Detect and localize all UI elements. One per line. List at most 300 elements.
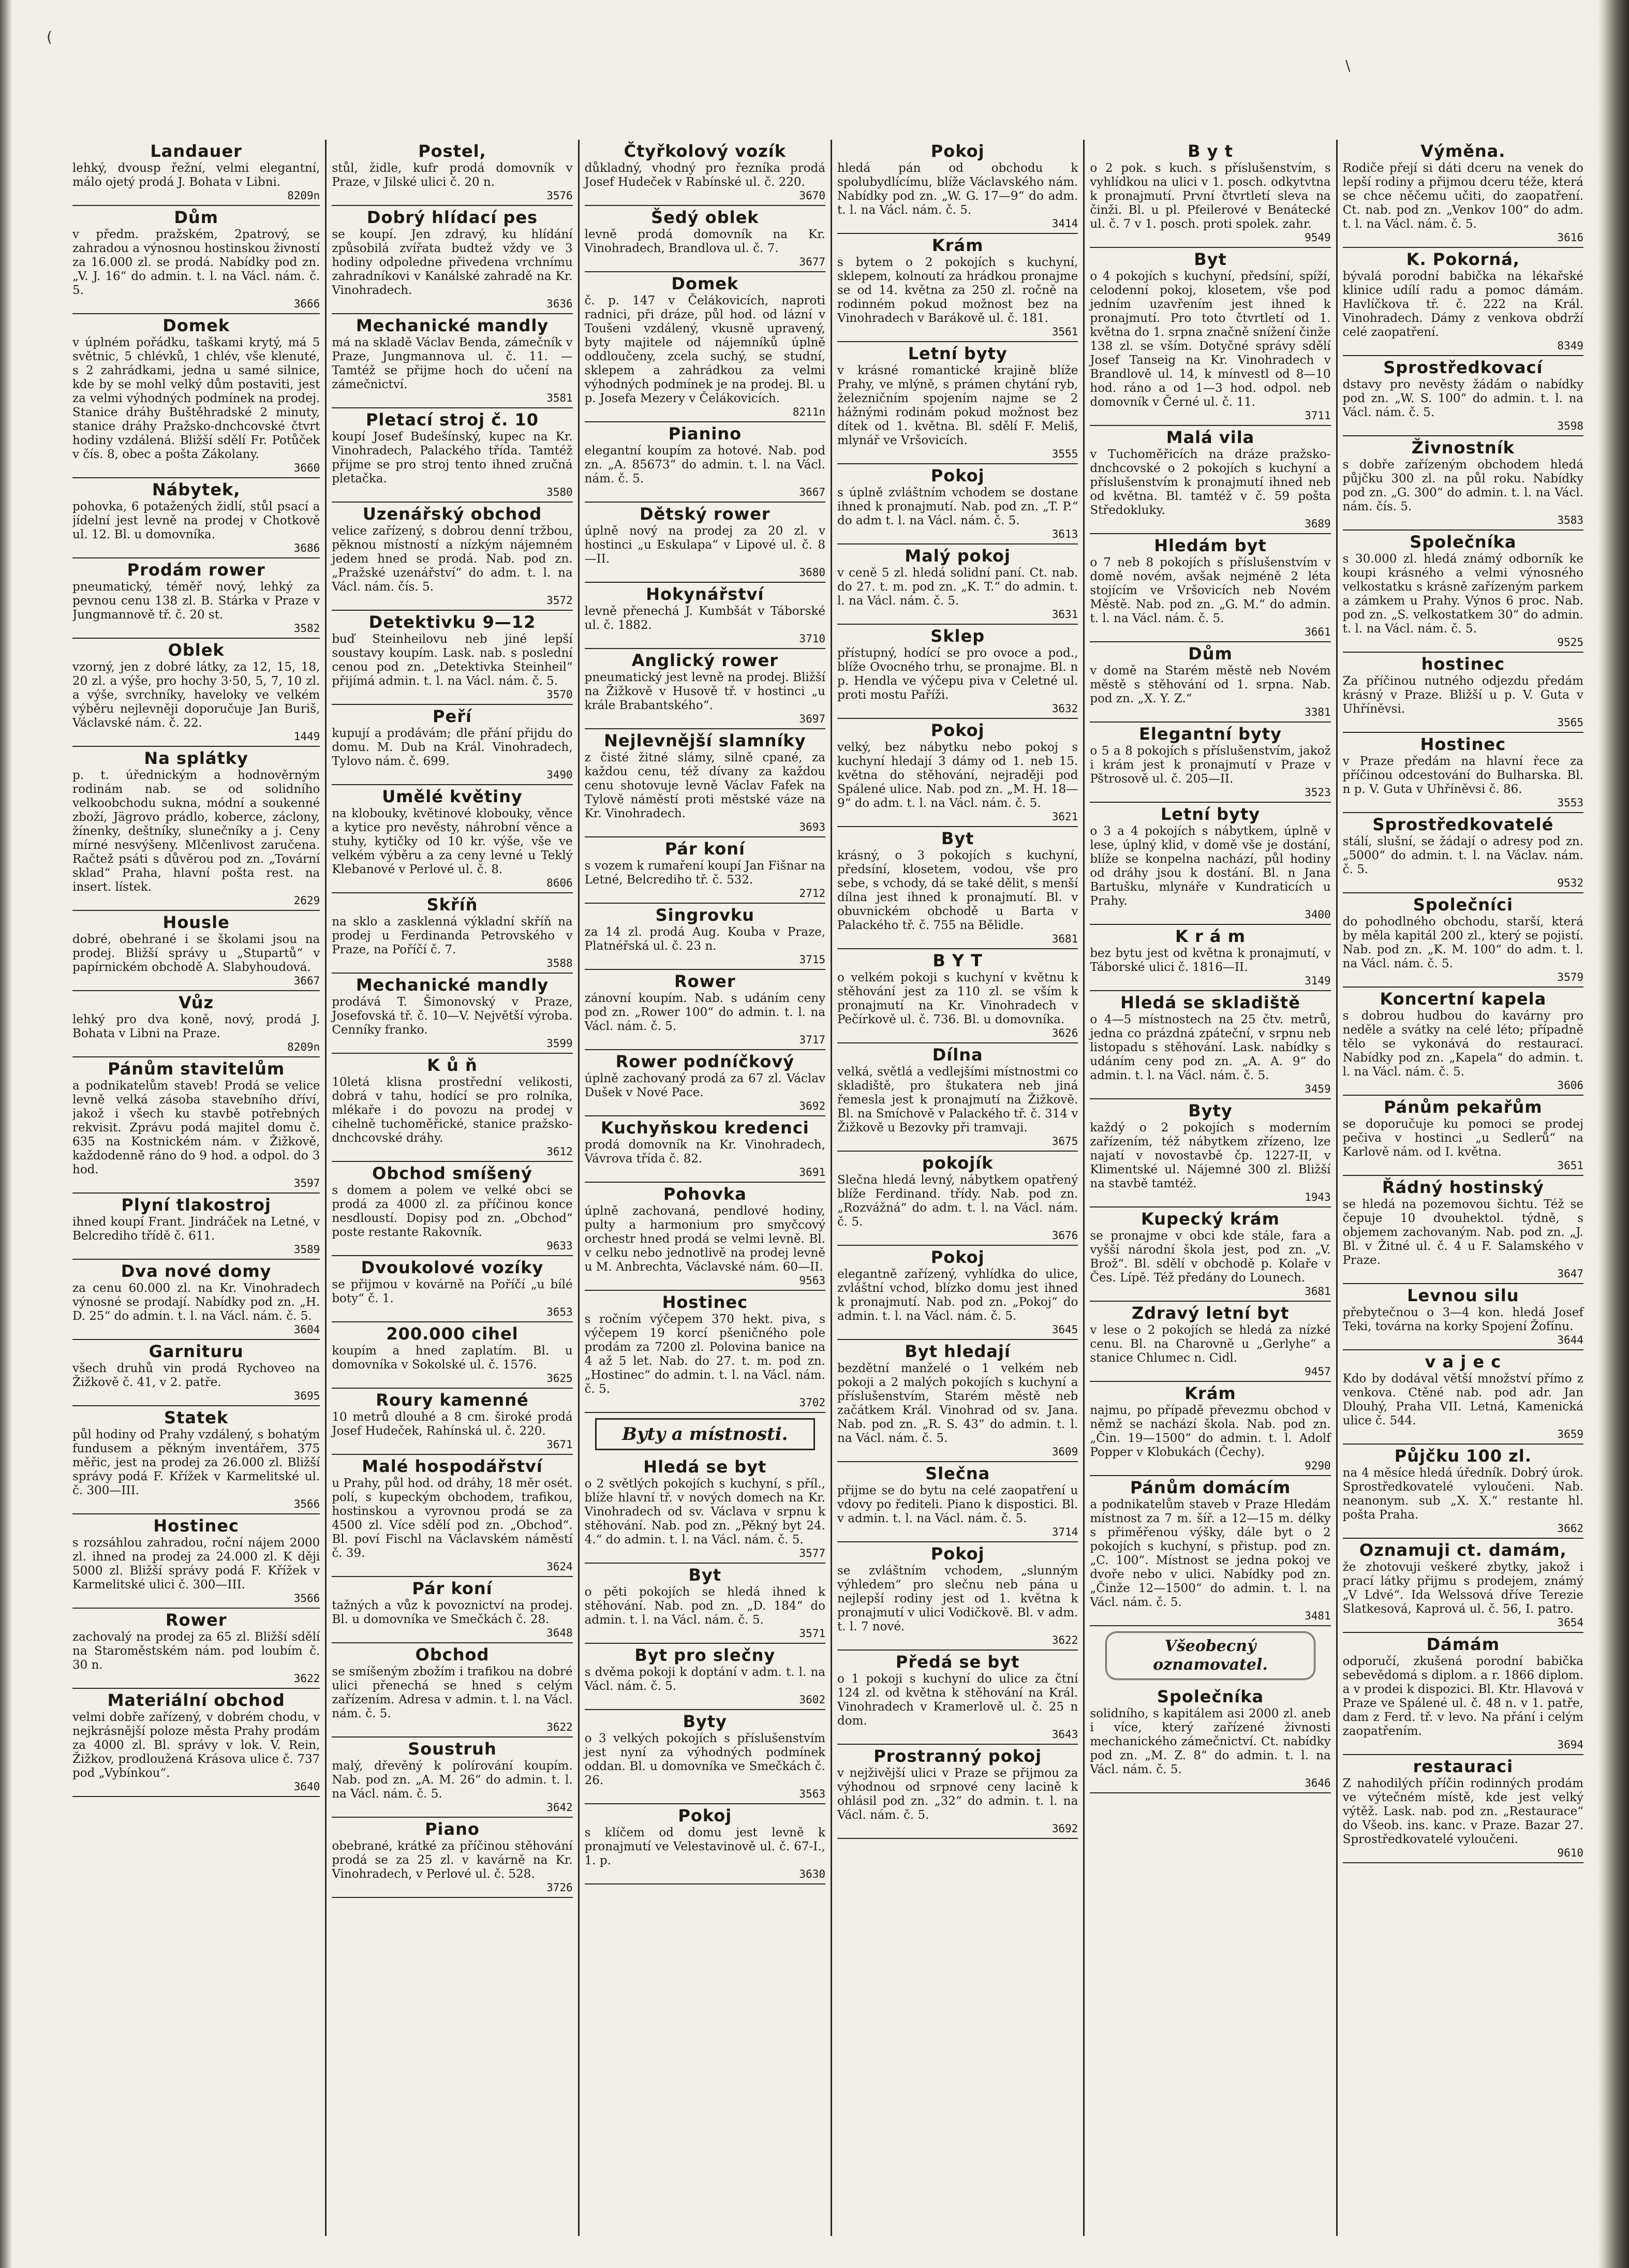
ad-headline: hostinec xyxy=(1421,654,1505,674)
ad-headline: Peří xyxy=(433,706,472,726)
ad-headline: Šedý oblek xyxy=(651,208,759,227)
ad-text: v ceně 5 zl. hledá solidní paní. Ct. nab. do 27. t. m. pod zn. „K. T.“ do admin. t. l. na Václ. nám. č. 5. xyxy=(837,566,1078,608)
ad-reference-number: 8209n xyxy=(287,1041,320,1053)
ad-reference-number: 3566 xyxy=(293,1592,320,1604)
classified-ad xyxy=(837,140,1078,234)
ad-text: prodá domovník na Kr. Vinohradech, Vávrova třída č. 82. xyxy=(584,1138,825,1166)
ad-text: úplně zachovaná, pendlové hodiny, pulty a harmonium pro smyčcový orchestr hned prodá se velmi levně. Bl. v celku nebo jednotlivě na prodej levně u M. Anbrechta, Václavské nám. 60—II. xyxy=(584,1204,825,1274)
classified-ad xyxy=(837,1542,1078,1651)
classified-ad xyxy=(585,729,825,837)
ad-reference-number: 3612 xyxy=(546,1145,573,1158)
classified-ad xyxy=(72,1260,320,1340)
ad-text: o 2 světlých pokojích s kuchyní, s příl., blíže hlavní tř. v nových domech na Kr. Vinohradech od sv. Václava v srpnu k stěhování. Nab. pod zn. „Pěkný byt 24. 4.“ do admin. t. l. na Václ. nám. č. 5. xyxy=(584,1477,825,1547)
ad-reference-number: 3414 xyxy=(1052,217,1078,230)
ad-reference-number: 3645 xyxy=(1052,1323,1078,1336)
ad-reference-number: 3555 xyxy=(1052,448,1078,460)
classified-ad xyxy=(332,1054,572,1162)
ad-reference-number: 9563 xyxy=(799,1274,825,1287)
classified-ad xyxy=(1343,988,1583,1096)
classified-ad xyxy=(585,1291,825,1413)
ad-headline: Sklep xyxy=(930,626,985,646)
ad-text: že zhotovuji veškeré zbytky, jakož i prací látky přijmu s prodejem, známý „V Ldvé“. Ida Welssová dříve Terezie Slatkesová, Kaprová ul. č. 56, I. patro. xyxy=(1342,1560,1583,1616)
ad-reference-number: 3571 xyxy=(799,1627,825,1640)
ad-reference-number: 3680 xyxy=(799,566,825,579)
ad-reference-number: 3609 xyxy=(1052,1446,1078,1458)
section-banner: Byty a místnosti. xyxy=(595,1418,815,1450)
classified-ad xyxy=(1090,642,1330,723)
column-3 xyxy=(578,140,831,2236)
ad-reference-number: 3692 xyxy=(1052,1822,1078,1835)
ad-reference-number: 3400 xyxy=(1305,908,1331,921)
ad-reference-number: 3616 xyxy=(1557,231,1583,244)
ad-headline: Mechanické mandly xyxy=(356,316,549,335)
ad-reference-number: 3715 xyxy=(799,953,825,966)
ad-reference-number: 3644 xyxy=(1557,1334,1583,1346)
ad-text: s dobře zařízeným obchodem hledá půjčku 300 zl. na půl roku. Nabídky pod zn. „G. 300“ do admin. t. l. na Václ. nám. čís. 5. xyxy=(1342,458,1583,513)
ad-reference-number: 3553 xyxy=(1557,797,1583,809)
ad-reference-number: 3670 xyxy=(799,189,825,202)
classified-ad xyxy=(585,503,825,583)
ad-reference-number: 3597 xyxy=(293,1177,320,1189)
ad-text: elegantně zařízený, vyhlídka do ulice, zvláštní vchod, blízko domu jest ihned k pronajmutí. Nab. pod zn. „Pokoj“ do admin. t. l. na Václ. nám. č. 5. xyxy=(837,1268,1078,1323)
ad-headline: Prostranný pokoj xyxy=(873,1746,1042,1766)
classified-ad xyxy=(585,140,825,206)
ad-headline: Hostinec xyxy=(1420,734,1506,754)
ad-headline: Levnou silu xyxy=(1407,1286,1519,1305)
ad-reference-number: 3640 xyxy=(293,1780,320,1793)
ad-headline: Vůz xyxy=(179,993,214,1012)
ad-text: o 2 pok. s kuch. s příslušenstvím, s vyhlídkou na ulici v 1. posch. odkytvtna k pronajmutí. První čtvrtletí sleva na činži. Bl. u pl. Pfeilerové v Benátecké ul. č. 7 v 1. posch. proti spolek. zahr. xyxy=(1090,161,1331,231)
classified-ad xyxy=(585,1644,825,1710)
ad-reference-number: 3659 xyxy=(1557,1428,1583,1440)
column-5 xyxy=(1083,140,1336,2236)
ad-headline: 200.000 cihel xyxy=(386,1324,519,1344)
ad-text: se doporučuje ku pomoci se prodej pečiva v hostinci „u Sedlerů“ na Karlově nám. od I. května. xyxy=(1342,1117,1583,1159)
ad-reference-number: 3577 xyxy=(799,1547,825,1559)
classified-ad xyxy=(332,1643,572,1737)
ad-reference-number: 9549 xyxy=(1305,231,1331,244)
ad-reference-number: 3702 xyxy=(799,1396,825,1409)
ad-text: půl hodiny od Prahy vzdálený, s bohatým fundusem a pěkným inventářem, 375 měřic, jest na prodej za 26.000 zl. Bližší správy podá F. Křížek v Karmelitské ul. č. 300—III. xyxy=(72,1428,320,1497)
ad-text: o 3 a 4 pokojích s nábytkem, úplně v lese, úplný klid, v domě vše je dostání, blíže se konpelna nachází, půl hodiny od dráhy jsou k dostání. Bl. n Jana Bartušku, mlynáře v Kundraticích u Prahy. xyxy=(1090,824,1331,908)
ad-text: úplně nový na prodej za 20 zl. v hostinci „u Eskulapa“ v Lipové ul. č. 8—II. xyxy=(584,524,825,566)
classified-ad xyxy=(837,625,1078,719)
classified-ad xyxy=(1343,1539,1583,1633)
ad-reference-number: 3459 xyxy=(1305,1083,1331,1095)
classified-ad xyxy=(72,1609,320,1689)
ad-headline: Soustruh xyxy=(408,1739,497,1759)
ad-text: přebytečnou o 3—4 kon. hledá Josef Teki, továrna na korky Spojení Žofínu. xyxy=(1342,1306,1583,1333)
ad-text: s rozsáhlou zahradou, roční nájem 2000 zl. ihned na prodej za 24.000 zl. K ději 5000 zl. Bližší správy podá F. Křížek v Karmelitské ulici č. 300—III. xyxy=(72,1536,320,1592)
ad-reference-number: 3632 xyxy=(1052,702,1078,715)
ad-headline: Malý pokoj xyxy=(905,546,1011,566)
ad-headline: Postel, xyxy=(418,141,486,161)
classified-ad xyxy=(837,1745,1078,1839)
ad-reference-number: 1943 xyxy=(1305,1191,1331,1203)
ad-headline: pokojík xyxy=(922,1153,994,1173)
ad-text: stůl, židle, kufr prodá domovník v Praze, v Jilské ulici č. 20 n. xyxy=(332,161,573,189)
ad-headline: Singrovku xyxy=(655,905,755,925)
ad-headline: Anglický rower xyxy=(631,651,779,670)
ad-text: na klobouky, květinové klobouky, věnce a kytice pro nevěsty, náhrobní věnce a stuhy, kytičky od 10 kr. výše, vše ve velkém výběru a za ceny levné u Teklý Klebanové v Perlové ul. č. 8. xyxy=(332,807,573,876)
ad-text: velká, světlá a vedlejšími místnostmi co skladiště, pro štukatera neb jiná řemesla jest k pronajmutí na Žižkově. Bl. na Smíchově v Palackého tř. č. 314 v Žižkově u Bezovky při tramvaji. xyxy=(837,1065,1078,1135)
margin-mark-left: ( xyxy=(47,28,52,46)
ad-text: v Praze předám na hlavní řece za příčinou odcestování do Bulharska. Bl. n p. V. Guta v Uhříněvsi č. 86. xyxy=(1342,755,1583,796)
ad-text: buď Steinheilovu neb jiné lepší soustavy koupím. Lask. nab. s poslední cenou pod zn. „Detektivka Steinheil“ přijímá admin. t. l. na Václ. nám. č. 5. xyxy=(332,632,573,688)
ad-reference-number: 3642 xyxy=(546,1801,573,1814)
classified-ad xyxy=(1343,1176,1583,1284)
ad-headline: Pár koní xyxy=(664,839,745,859)
page-edge-right xyxy=(1598,0,1629,2268)
ad-headline: Plyní tlakostroj xyxy=(121,1195,271,1215)
ad-text: se smíšeným zbožím i trafikou na dobré ulici přenechá se hned s celým zařízením. Adresa v admin. t. l. na Václ. nám. č. 5. xyxy=(332,1665,573,1720)
classified-ad xyxy=(1090,1685,1330,1793)
classified-ad xyxy=(585,1455,825,1564)
ad-headline: Byty xyxy=(1188,1101,1233,1121)
ad-reference-number: 3671 xyxy=(546,1438,573,1451)
ad-reference-number: 3653 xyxy=(546,1306,573,1318)
ad-text: č. p. 147 v Čelákovicích, naproti radnici, při dráze, půl hod. od lázní v Toušeni vzdálený, vkusně upravený, byty majitele od nájemníků úplně oddloučeny, zcela suchý, se studní, sklepem a zahrádkou za velmi výhodných podmínek je na prodej. Bl. u p. Josefa Mezery v Čelákovicích. xyxy=(584,294,825,405)
classified-ad xyxy=(332,206,572,314)
ad-text: přístupný, hodící se pro ovoce a pod., blíže Ovocného trhu, se pronajme. Bl. n p. Hendla ve výčepu piva v Celetné ul. proti mostu Paříži. xyxy=(837,646,1078,702)
ad-reference-number: 3570 xyxy=(546,688,573,701)
ad-text: obebrané, krátké za příčinou stěhování prodá se za 25 zl. v kavárně na Kr. Vinohradech, v Perlové ul. č. 528. xyxy=(332,1839,573,1881)
classified-ad xyxy=(585,1183,825,1291)
ad-text: se pronajme v obci kde stále, fara a vyšší národní škola jest, pod zn. „V. Brož“. Bl. sdělí v obchodě p. Kolaře v Čes. Lípě. Též předány do Lounech. xyxy=(1090,1229,1331,1285)
classified-ad xyxy=(1343,1445,1583,1539)
classified-ad xyxy=(1090,1302,1330,1382)
ad-headline: Prodám rower xyxy=(127,560,265,580)
ad-reference-number: 3381 xyxy=(1305,706,1331,718)
ad-headline: B y t xyxy=(1188,141,1233,161)
classified-ad xyxy=(1343,140,1583,248)
classified-ad xyxy=(1343,1350,1583,1445)
ad-headline: Byt hledají xyxy=(905,1342,1011,1361)
ad-reference-number: 9525 xyxy=(1557,636,1583,649)
classified-ad xyxy=(332,1455,572,1577)
ad-text: v domě na Starém městě neb Novém městě s stěhování od 1. srpna. Nab. pod zn. „X. Y. Z.“ xyxy=(1090,664,1331,705)
ad-text: malý, dřevěný k polírování koupím. Nab. pod zn. „A. M. 26“ do admin. t. l. na Václ. nám. č. 5. xyxy=(332,1759,573,1801)
ad-reference-number: 3662 xyxy=(1557,1522,1583,1535)
ad-reference-number: 3647 xyxy=(1557,1268,1583,1280)
ad-reference-number: 3561 xyxy=(1052,326,1078,338)
classified-ad xyxy=(1090,925,1330,991)
classified-ad xyxy=(585,1710,825,1804)
column-1 xyxy=(72,140,325,2236)
classified-ad xyxy=(72,639,320,747)
ad-reference-number: 3726 xyxy=(546,1881,573,1894)
classified-ad xyxy=(332,1389,572,1455)
ad-text: koupím a hned zaplatím. Bl. u domovníka v Sokolské ul. č. 1576. xyxy=(332,1344,573,1372)
ad-headline: Zdravý letní byt xyxy=(1131,1303,1290,1323)
ad-reference-number: 3589 xyxy=(293,1243,320,1256)
ad-headline: Dobrý hlídací pes xyxy=(366,208,538,227)
classified-ad xyxy=(1343,813,1583,893)
classified-ad xyxy=(332,314,572,408)
ad-text: pohovka, 6 potažených židlí, stůl psací a jídelní jest levně na prodej v Chotkově ul. 12. Bl. u domovníka. xyxy=(72,500,320,541)
classified-ad xyxy=(1343,1284,1583,1350)
ad-text: Slečna hledá levný, nábytkem opatřený blíže Ferdinand. třídy. Nab. pod zn. „Rozvážná“ do adm. t. l. na Václ. nám. č. 5. xyxy=(837,1173,1078,1229)
ad-reference-number: 3636 xyxy=(546,298,573,310)
classified-ad xyxy=(585,1564,825,1644)
ad-reference-number: 8349 xyxy=(1557,340,1583,352)
classified-ad xyxy=(332,611,572,705)
ad-text: zachovalý na prodej za 65 zl. Bližší sdělí na Staroměstském nám. pod loubím č. 30 n. xyxy=(72,1630,320,1672)
ad-text: prodává T. Šimonovský v Praze, Josefovská tř. č. 10—V. Největší výroba. Cenníky franko. xyxy=(332,995,573,1037)
ad-text: Za příčinou nutného odjezdu předám krásný v Praze. Bližší u p. V. Guta v Uhříněvsi. xyxy=(1342,674,1583,716)
classified-ad xyxy=(332,140,572,206)
ad-text: o 5 a 8 pokojích s příslušenstvím, jakož i krám jest k pronajmutí v Praze v Pštrosově ul. č. 205—II. xyxy=(1090,744,1331,786)
ad-headline: Pánům pekařům xyxy=(1384,1097,1543,1117)
ad-headline: Pokoj xyxy=(678,1806,732,1825)
classified-ad xyxy=(585,649,825,729)
ad-reference-number: 3689 xyxy=(1305,518,1331,530)
ad-headline: K. Pokorná, xyxy=(1406,249,1520,269)
ad-headline: Skříň xyxy=(426,895,478,915)
ad-text: v krásné romantické krajině blíže Prahy, ve mlýně, s prámen chytání ryb, železničním spojením najme se 2 hážnými rodinám pokud možnost bez dítek od 1. května. Bl. sdělí F. Meliš, mlynář ve Vršovicích. xyxy=(837,364,1078,447)
classified-ad xyxy=(332,785,572,893)
ad-reference-number: 3697 xyxy=(799,713,825,725)
ad-headline: Dámám xyxy=(1426,1634,1500,1654)
ad-text: pneumatický, téměř nový, lehký za pevnou cenu 138 zl. B. Stárka v Praze v Jungmannově tř. č. 20 st. xyxy=(72,580,320,622)
ad-text: v Tuchoměřicích na dráze pražsko-dnchcovské o 2 pokojích s kuchyní a příslušenstvím k pronajmutí ihned neb od května. Bl. tamtéž v č. 59 pošta Středokluky. xyxy=(1090,448,1331,517)
ad-reference-number: 3643 xyxy=(1052,1728,1078,1741)
classified-ad xyxy=(837,1043,1078,1152)
ad-text: najmu, po případě převezmu obchod v němž se nachází škola. Nab. pod zn. „Čin. 19—1500“ do admin. t. l. Adolf Popper v Klobukách (Čechy). xyxy=(1090,1404,1331,1459)
ad-text: Rodiče přejí si dáti dceru na venek do lepší rodiny a přijmou dceru téže, která se chce něčemu učiti, do zaopatření. Ct. nab. pod zn. „Venkov 100“ do adm. t. l. na Václ. nám. č. 5. xyxy=(1342,161,1583,231)
ad-reference-number: 3660 xyxy=(293,462,320,474)
ad-headline: Detektivku 9—12 xyxy=(368,612,536,632)
ad-headline: Dům xyxy=(1188,644,1233,664)
ad-text: o 7 neb 8 pokojích s příslušenstvím v domě novém, avšak nejméně 2 léta stojícím ve Vršovicích neb Novém Městě. Nab. pod zn. „G. M.“ do admin. t. l. na Václ. nám. č. 5. xyxy=(1090,556,1331,625)
ad-text: koupí Josef Budešínský, kupec na Kr. Vinohradech, Palackého třída. Tamtéž přijme se pro stroj tento ihned zručná pletačka. xyxy=(332,430,573,485)
ad-reference-number: 3626 xyxy=(1052,1027,1078,1039)
classified-ad xyxy=(837,234,1078,342)
ad-headline: Živnostník xyxy=(1411,438,1515,458)
ad-text: elegantní koupím za hotové. Nab. pod zn. „A. 85673“ do admin. t. l. na Václ. nám. č. 5. xyxy=(584,444,825,485)
ad-text: s bytem o 2 pokojích s kuchyní, sklepem, kolnoutí za hrádkou pronajme se od 14. května za 250 zl. ročně na rodinném pokud možnost bez na Vinohradech v Barákově ul. č. 181. xyxy=(837,256,1078,325)
ad-headline: Roury kamenné xyxy=(376,1390,529,1410)
ad-headline: Hostinec xyxy=(153,1516,239,1536)
ad-headline: Statek xyxy=(164,1408,229,1427)
ad-headline: Krám xyxy=(931,235,984,255)
ad-text: v nejživější ulici v Praze se přijmou za výhodnou od srpnové ceny lacině k ohlásil pod zn. „32“ do admin. t. l. na Václ. nám. č. 5. xyxy=(837,1766,1078,1822)
ad-headline: B Y T xyxy=(932,951,983,970)
ad-text: důkladný, vhodný pro řezníka prodá Josef Hudeček v Rabínské ul. č. 220. xyxy=(584,161,825,189)
ad-reference-number: 3711 xyxy=(1305,409,1331,422)
ad-text: s ročním výčepem 370 hekt. piva, s výčepem 19 korcí pšeničného pole prodám za 7200 zl. Polovina banice na 4 až 5 let. Nab. do 27. t. m. pod zn. „Hostinec“ do admin. t. l. na Václ. nám. č. 5. xyxy=(584,1313,825,1396)
classified-ad xyxy=(1343,733,1583,813)
ad-headline: Pár koní xyxy=(412,1579,493,1598)
ad-headline: Čtyřkolový vozík xyxy=(624,141,786,161)
classified-ad xyxy=(72,991,320,1057)
classified-ad xyxy=(585,583,825,649)
ad-text: o 3 velkých pokojích s příslušenstvím jest nyní za výhodných podmínek oddan. Bl. u domovníka ve Smečkách č. 26. xyxy=(584,1732,825,1787)
ad-text: dobré, obehrané i se školami jsou na prodej. Bližší správy u „Stupartů“ v papírnickém obchodě A. Slabyhoudová. xyxy=(72,933,320,974)
classified-ad xyxy=(1343,893,1583,988)
ad-reference-number: 3579 xyxy=(1557,971,1583,983)
ad-headline: Hledá se skladiště xyxy=(1120,993,1300,1012)
classified-ad xyxy=(837,1340,1078,1462)
ad-headline: Dětský rower xyxy=(639,504,771,524)
ad-headline: Housle xyxy=(162,912,230,932)
classified-ad xyxy=(72,1689,320,1797)
ad-text: s dvěma pokoji k doptání v adm. t. l. na Václ. nám. č. 5. xyxy=(584,1666,825,1693)
ad-reference-number: 8211n xyxy=(792,406,825,418)
column-2 xyxy=(325,140,577,2236)
ad-headline: Byt pro slečny xyxy=(634,1645,776,1665)
classified-ad xyxy=(1090,1099,1330,1207)
ad-reference-number: 3622 xyxy=(293,1672,320,1685)
ad-headline: Obchod smíšený xyxy=(372,1164,532,1183)
ad-text: o 4 pokojích s kuchyní, předsíní, spíží, celodenní pokoj, klosetem, vše pod jedním uzavřením jest ihned k pronajmutí. Pro toto čtvrtletí od 1. května do 1. srpna značně snížení činže 138 zl. se vším. Dotyčné správy sdělí Josef Tanseig na Kr. Vinohradech v Brandlově ul. 14, k mínvestl od 8—10 hod. ráno a od 1—3 hod. odpol. neb domovník v Černé ul. č. 11. xyxy=(1090,270,1331,409)
ad-reference-number: 3630 xyxy=(799,1868,825,1880)
ad-text: a podnikatelům staveb! Prodá se velice levně velká zásoba stavebního dříví, jakož i všech ku stavbě potřebných rekvisit. Zprávu podá majitel domu č. 635 na Kostnickém nám. v Žižkově, každodenně ráno do 9 hod. a odpol. do 3 hod. xyxy=(72,1079,320,1176)
ad-reference-number: 3481 xyxy=(1305,1610,1331,1622)
ad-headline: Landauer xyxy=(150,141,242,161)
classified-ad xyxy=(1090,140,1330,248)
ad-headline: Umělé květiny xyxy=(382,787,523,806)
classified-ad xyxy=(1343,1633,1583,1755)
classified-ad xyxy=(585,1804,825,1884)
ad-reference-number: 3667 xyxy=(799,486,825,498)
ad-text: hledá pán od obchodu k spolubydlícímu, blíže Václavského nám. Nabídky pod zn. „W. G. 17—9“ do adm. t. l. na Václ. nám. č. 5. xyxy=(837,161,1078,217)
classified-ad xyxy=(72,206,320,314)
ad-text: z čisté žitné slámy, silně cpané, za každou cenu, též dívany za každou cenu shotovuje levně Václav Fafek na Tylově náměstí proti městské váze na Kr. Vinohradech. xyxy=(584,751,825,820)
ad-text: velmi dobře zařízený, v dobrém chodu, v nejkrásnější poloze města Prahy prodám za 4000 zl. Bl. správy v lok. V. Rein, Žižkov, prodloužená Krásova ulice č. 737 pod „Vybínkou“. xyxy=(72,1711,320,1780)
ad-reference-number: 3622 xyxy=(1052,1634,1078,1646)
ad-text: s úplně zvláštním vchodem se dostane ihned k pronajmutí. Nab. pod zn. „T. P.“ do adm t. l. na Václ. nám. č. 5. xyxy=(837,486,1078,527)
ad-text: s klíčem od domu jest levně k pronajmutí ve Velestavinově ul. č. 67-I., 1. p. xyxy=(584,1826,825,1867)
ad-headline: Nejlevnější slamníky xyxy=(604,731,806,750)
ad-headline: Na splátky xyxy=(144,748,248,768)
classified-ad xyxy=(72,911,320,991)
ad-headline: Pletací stroj č. 10 xyxy=(365,410,539,430)
notice-banner: Všeobecný oznamovatel. xyxy=(1105,1631,1315,1680)
classified-ad xyxy=(1090,803,1330,925)
ad-reference-number: 3692 xyxy=(799,1100,825,1112)
ad-text: se hledá na pozemovou šichtu. Též se čepuje 10 dvouhektol. týdně, s objemem zachovaným. Nab. pod zn. „J. Bl. v Žitné ul. č. 4 u F. Salamského v Praze. xyxy=(1342,1198,1583,1267)
ad-headline: Koncertní kapela xyxy=(1380,989,1547,1009)
ad-headline: Dům xyxy=(174,208,218,227)
ad-reference-number: 3677 xyxy=(799,256,825,268)
column-6 xyxy=(1336,140,1589,2236)
classified-ad xyxy=(332,503,572,611)
ad-headline: Pokoj xyxy=(930,1247,985,1267)
ad-reference-number: 3581 xyxy=(546,392,573,404)
ad-headline: Dvoukolové vozíky xyxy=(361,1258,544,1277)
ad-text: s vozem k rumaření koupí Jan Fišnar na Letné, Belcrediho tř. č. 532. xyxy=(584,859,825,887)
classified-ad xyxy=(72,1340,320,1406)
ad-text: vzorný, jen z dobré látky, za 12, 15, 18, 20 zl. a výše, pro hochy 3·50, 5, 7, 10 zl. a výše, svrchníky, haveloky ve velkém výběru nejlevněji doporučuje Jan Buriš, Václavské nám. č. 22. xyxy=(72,660,320,730)
classified-ad xyxy=(837,464,1078,544)
classified-ad xyxy=(72,1406,320,1514)
classified-ad xyxy=(1343,653,1583,733)
ad-reference-number: 3582 xyxy=(293,622,320,635)
ad-text: ihned koupí Frant. Jindráček na Letné, v Belcrediho třídě č. 611. xyxy=(72,1215,320,1243)
ad-text: bezdětní manželé o 1 velkém neb pokoji a 2 malých pokojích s kuchyní a příslušenstvím, Starém městě neb začátkem Král. Vinohrad od sv. Jana. Nab. pod zn. „R. S. 43“ do admin. t. l. na Václ. nám. č. 5. xyxy=(837,1362,1078,1445)
ad-headline: Piano xyxy=(425,1819,480,1839)
classified-ad xyxy=(585,206,825,272)
ad-reference-number: 3666 xyxy=(293,298,320,310)
column-4 xyxy=(831,140,1083,2236)
ad-headline: Malé hospodářství xyxy=(362,1456,543,1476)
ad-reference-number: 3661 xyxy=(1305,626,1331,638)
ad-reference-number: 3681 xyxy=(1305,1285,1331,1298)
classified-ad xyxy=(1343,531,1583,653)
ad-headline: Hostinec xyxy=(662,1292,748,1312)
ad-text: s 30.000 zl. hledá známý odborník ke koupi krásného a velmi výnosného velkostatku s krásně zařízeným parkem a zámkem u Prahy. Výnos 6 proc. Nab. pod zn. „S. velkostatkem 30“ do admin. t. l. na Václ. nám. č. 5. xyxy=(1342,552,1583,636)
ad-reference-number: 3565 xyxy=(1557,716,1583,729)
ad-reference-number: 3695 xyxy=(293,1390,320,1402)
ad-text: přijme se do bytu na celé zaopatření u vdovy po řediteli. Piano k dispostici. Bl. v admin. t. l. na Václ. nám. č. 5. xyxy=(837,1484,1078,1525)
ad-text: na sklo a zasklenná výkladní skříň na prodej u Ferdinanda Petrovského v Praze, na Poříčí č. 7. xyxy=(332,915,573,956)
ad-headline: Pianino xyxy=(668,424,742,444)
ad-headline: Společníka xyxy=(1157,1687,1264,1706)
classified-ad xyxy=(72,1194,320,1260)
ad-headline: Krám xyxy=(1184,1383,1236,1403)
ad-text: o velkém pokoji s kuchyní v květnu k stěhování jest za 110 zl. se vším k pronajmutí na Kr. Vinohradech v Pečírkově ul. č. 736. Bl. u domovníka. xyxy=(837,971,1078,1026)
classified-ad xyxy=(837,1152,1078,1246)
ad-reference-number: 3714 xyxy=(1052,1526,1078,1538)
classified-ad xyxy=(332,1322,572,1389)
ad-text: Z nahodilých příčin rodinných prodám ve výtečném místě, kde jest velký výtěž. Lask. nab. pod zn. „Restaurace“ do Všeob. ins. kanc. v Praze. Bazar 27. Sprostředkovatelé vyloučeni. xyxy=(1342,1777,1583,1846)
classified-ad xyxy=(585,1116,825,1183)
ad-text: velký, bez nábytku nebo pokoj s kuchyní hledají 3 dámy od 1. neb 15. května do stěhování, nejraději pod Spálené ulice. Nab. pod zn. „M. H. 18—9“ do adm. t. l. na Václ. nám. č. 5. xyxy=(837,741,1078,810)
ad-headline: Kupecký krám xyxy=(1141,1209,1280,1229)
ad-reference-number: 9290 xyxy=(1305,1460,1331,1472)
classified-ad xyxy=(72,478,320,558)
classified-ad xyxy=(1343,356,1583,436)
ad-headline: Oblek xyxy=(168,640,225,660)
ad-headline: v a j e c xyxy=(1425,1352,1502,1372)
ad-text: za cenu 60.000 zl. na Kr. Vinohradech výnosné se prodají. Nabídky pod zn. „H. D. 25“ do admin. t. l. na Václ. nám. č. 5. xyxy=(72,1282,320,1323)
classified-ad xyxy=(585,1050,825,1116)
ad-headline: Pohovka xyxy=(663,1184,747,1204)
ad-headline: Slečna xyxy=(925,1464,990,1483)
ad-reference-number: 9457 xyxy=(1305,1365,1331,1378)
ad-reference-number: 8606 xyxy=(546,877,573,889)
ad-headline: Byt xyxy=(1194,249,1227,269)
ad-reference-number: 8209n xyxy=(287,189,320,202)
ad-reference-number: 3566 xyxy=(293,1498,320,1510)
ad-text: dstavy pro nevěsty žádám o nabídky pod zn. „W. S. 100“ do admin. t. l. na Václ. nám. č. 5. xyxy=(1342,378,1583,419)
ad-headline: Společníci xyxy=(1413,895,1513,915)
margin-mark-right: \ xyxy=(1345,57,1351,74)
ad-reference-number: 3606 xyxy=(1557,1079,1583,1092)
ad-reference-number: 3717 xyxy=(799,1034,825,1046)
ad-text: zánovní koupím. Nab. s udáním ceny pod zn. „Rower 100“ do admin. t. l. na Václ. nám. č. 5. xyxy=(584,992,825,1033)
ad-headline: Sprostředkovací xyxy=(1383,358,1543,377)
ad-reference-number: 3694 xyxy=(1557,1739,1583,1751)
ad-text: s dobrou hudbou do kavárny pro neděle a svátky na celé léto; případně tělo se vykonává do restaurací. Nabídky pod zn. „Kapela“ do admin. t. l. na Václ. nám. č. 5. xyxy=(1342,1009,1583,1079)
ad-headline: Kuchyňskou kredenci xyxy=(600,1118,809,1138)
ad-headline: Letní byty xyxy=(1160,804,1261,824)
ad-text: o pěti pokojích se hledá ihned k stěhování. Nab. pod zn. „D. 184“ do admin. t. l. na Václ. nám. č. 5. xyxy=(584,1585,825,1627)
classified-ad xyxy=(1090,1207,1330,1302)
ad-reference-number: 2629 xyxy=(293,894,320,907)
ad-text: kupují a prodávám; dle přání přijdu do domu. M. Dub na Král. Vinohradech, Tylovo nám. č. 699. xyxy=(332,727,573,768)
ad-headline: Pokoj xyxy=(930,1544,985,1564)
ad-reference-number: 3588 xyxy=(546,957,573,969)
ad-reference-number: 9633 xyxy=(546,1240,573,1252)
ad-headline: Hokynářství xyxy=(646,584,764,604)
ad-text: na 4 měsíce hledá úředník. Dobrý úrok. Sprostředkovatelé vyloučeni. Nab. neanonym. sub „X. X.“ restante hl. pošta Praha. xyxy=(1342,1466,1583,1522)
classified-ad xyxy=(585,837,825,904)
ad-text: bez bytu jest od května k pronajmutí, v Táborské ulici č. 1816—II. xyxy=(1090,947,1331,974)
classified-ad xyxy=(72,1514,320,1609)
ad-headline: Malá vila xyxy=(1166,428,1255,447)
